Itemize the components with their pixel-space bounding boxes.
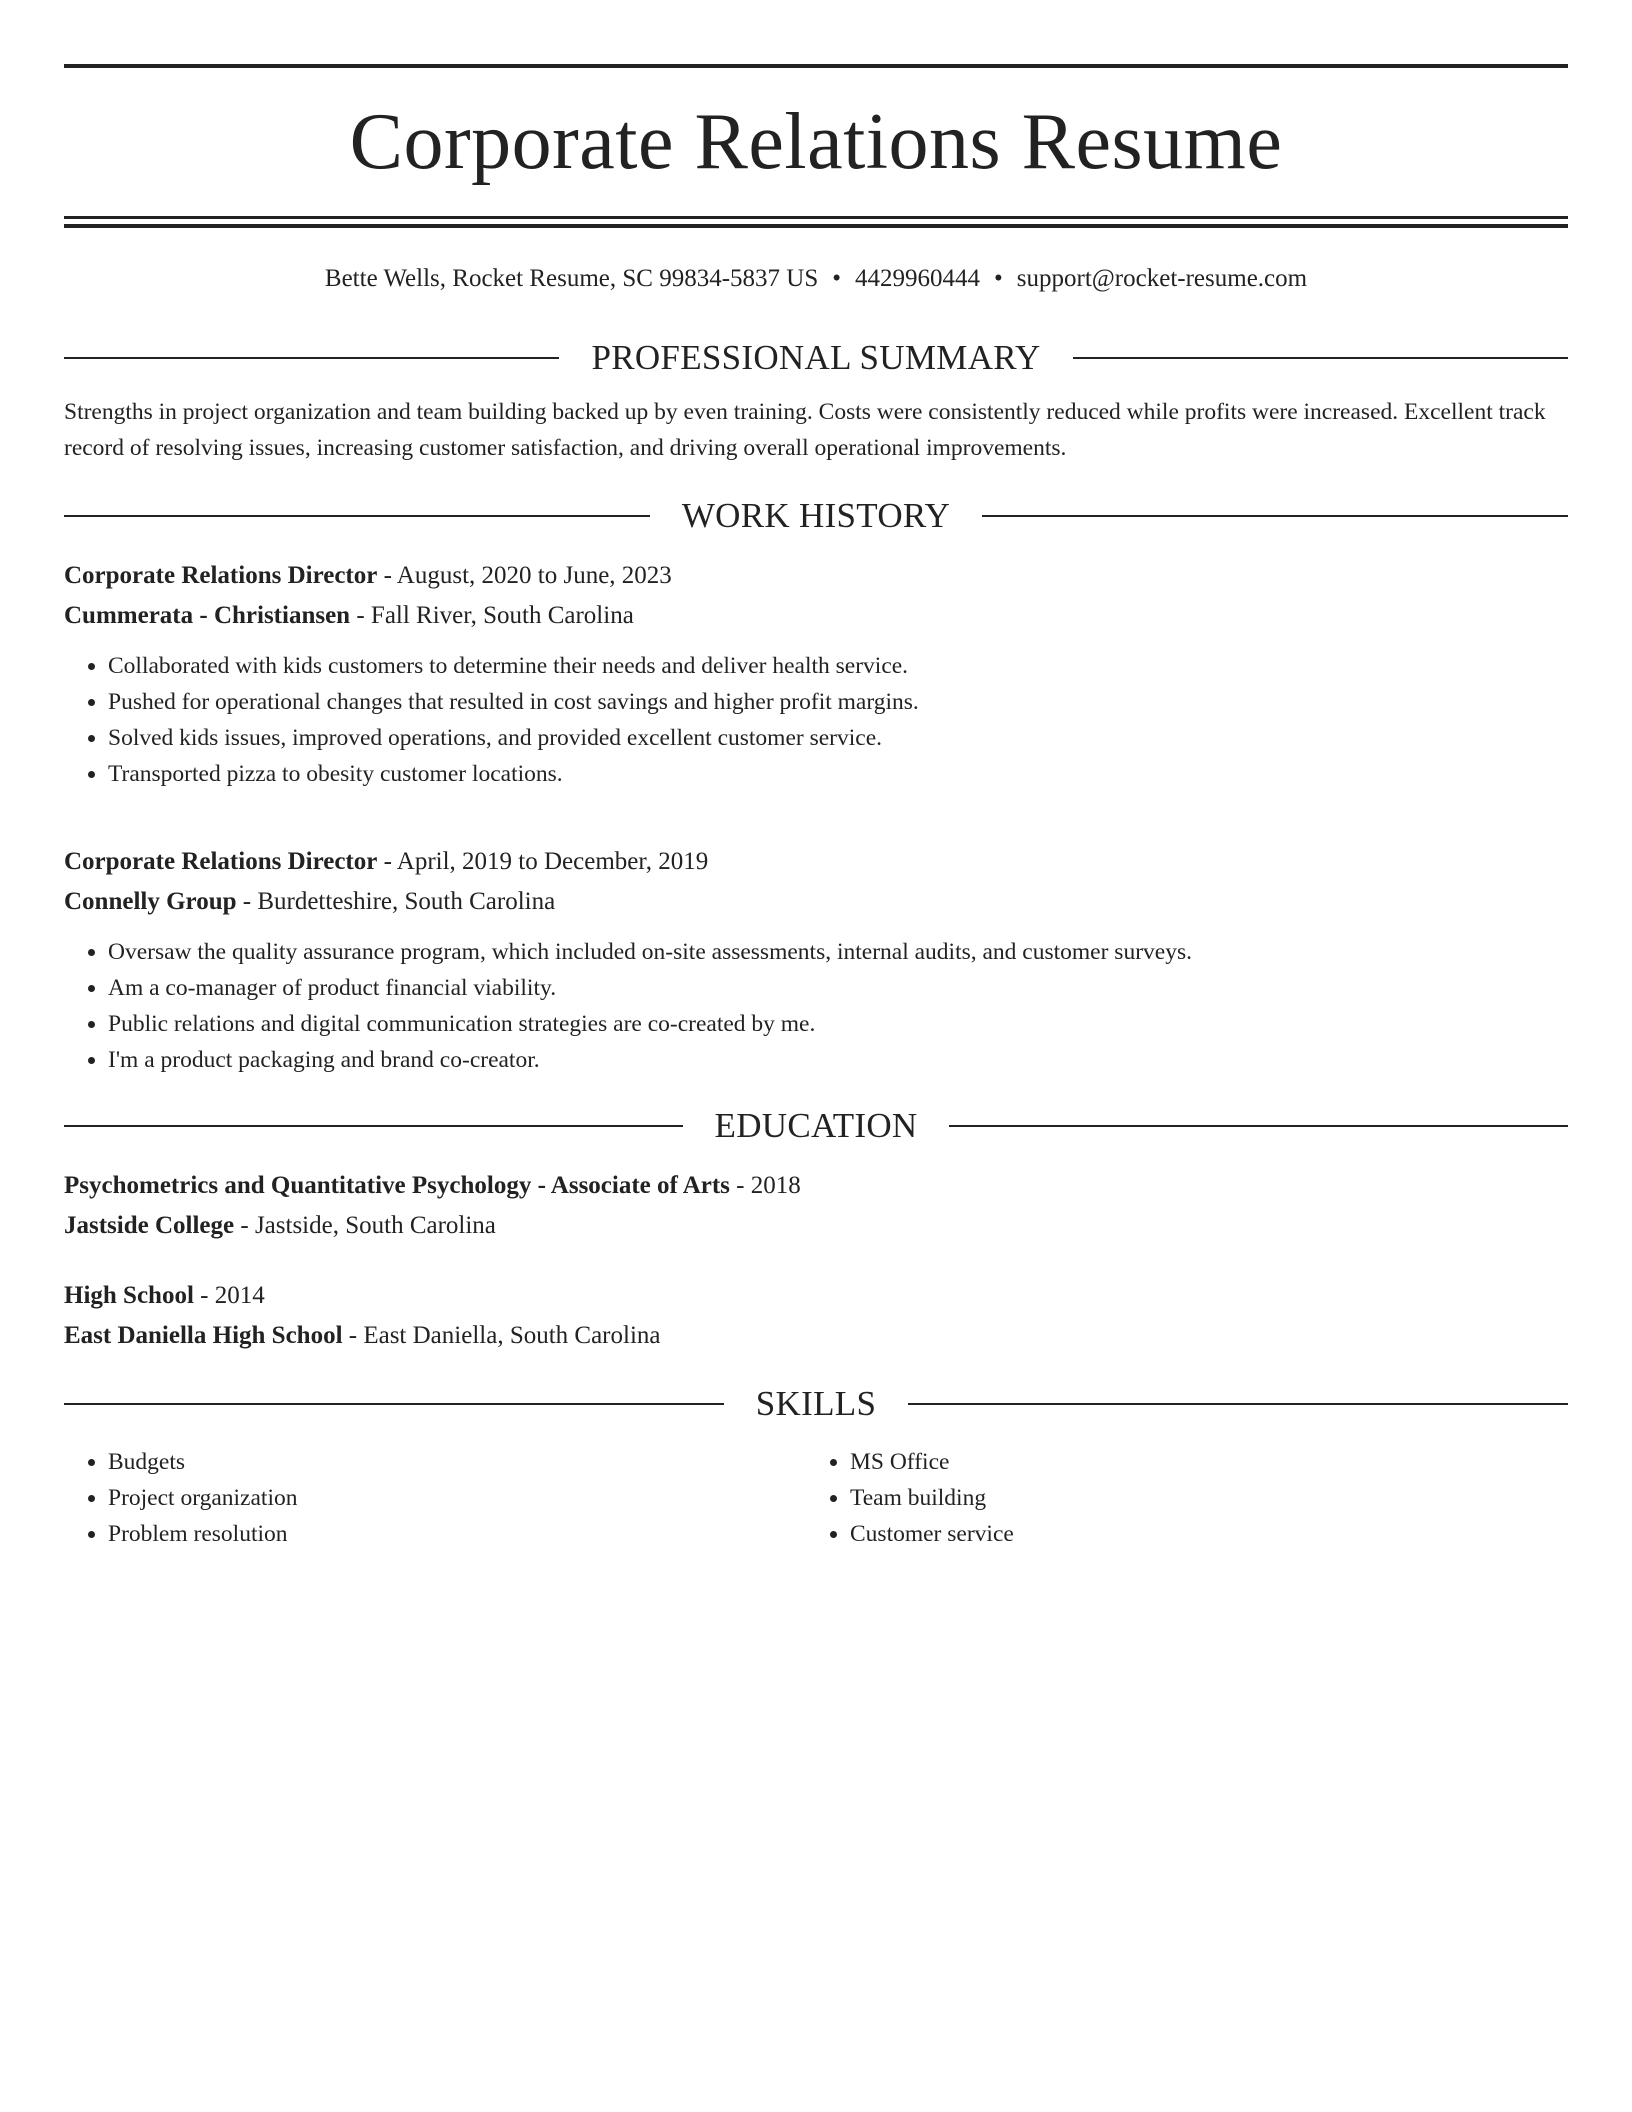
list-item: • Collaborated with kids customers to determine their needs and deliver health service. — [108, 648, 1568, 684]
job-company: Connelly Group — [64, 888, 237, 915]
skills-columns — [64, 1444, 1568, 1552]
education-school-line — [64, 1316, 1568, 1356]
resume-page — [64, 64, 1568, 1552]
list-item: • Transported pizza to obesity customer locations. — [108, 756, 1568, 792]
summary-text: Strengths in project organization and team building backed up by even training. Costs were consistently reduced while profits were increased. Excellent track record of resolving issues, increasing customer satisfaction, and driving overall operational improvements. — [64, 399, 1546, 461]
section-heading-summary — [64, 338, 1568, 378]
contact-phone: 4429960444 — [855, 265, 981, 292]
top-rule — [64, 64, 1568, 68]
list-item: • Oversaw the quality assurance program, which included on-site assessments, internal audits, and customer surveys. — [108, 934, 1568, 970]
job-title: Corporate Relations Director — [64, 848, 378, 875]
list-item: • Public relations and digital communication strategies are co-created by me. — [108, 1006, 1568, 1042]
list-item: • Problem resolution — [108, 1516, 806, 1552]
education-degree-line — [64, 1276, 1568, 1316]
heading-rule-right — [982, 515, 1568, 517]
job-bullets — [64, 648, 1568, 792]
section-title: SKILLS — [755, 1384, 877, 1423]
education-year: - 2018 — [729, 1172, 801, 1199]
education-degree: Psychometrics and Quantitative Psychology - Associate of Arts — [64, 1172, 730, 1199]
job-company: Cummerata - Christiansen — [64, 602, 351, 629]
section-heading-skills — [64, 1384, 1568, 1424]
education-degree: High School — [64, 1282, 194, 1309]
job-company-line — [64, 882, 1568, 922]
list-item: • MS Office — [850, 1444, 1548, 1480]
heading-rule-right — [949, 1125, 1568, 1127]
contact-address: Bette Wells, Rocket Resume, SC 99834-5837 US — [324, 265, 819, 292]
list-item: • Team building — [850, 1480, 1548, 1516]
job-dates: - April, 2019 to December, 2019 — [377, 848, 709, 875]
heading-rule-left — [64, 1125, 683, 1127]
job-location: - Burdetteshire, South Carolina — [236, 888, 556, 915]
education-school: East Daniella High School — [64, 1322, 343, 1349]
heading-rule-left — [64, 1403, 724, 1405]
section-title: WORK HISTORY — [681, 496, 951, 535]
list-item: • Solved kids issues, improved operations, and provided excellent customer service. — [108, 720, 1568, 756]
education-degree-line — [64, 1166, 1568, 1206]
job-location: - Fall River, South Carolina — [350, 602, 634, 629]
list-item: • Customer service — [850, 1516, 1548, 1552]
skills-list-left — [64, 1444, 806, 1552]
contact-email: support@rocket-resume.com — [1016, 265, 1308, 292]
heading-rule-left — [64, 357, 559, 359]
heading-rule-right — [908, 1403, 1568, 1405]
section-title: PROFESSIONAL SUMMARY — [591, 338, 1041, 377]
section-heading-work — [64, 496, 1568, 536]
heading-rule-right — [1073, 357, 1568, 359]
job-entry — [64, 842, 1568, 1078]
section-title: EDUCATION — [714, 1106, 918, 1145]
skills-list-right — [806, 1444, 1548, 1552]
education-location: - East Daniella, South Carolina — [342, 1322, 661, 1349]
list-item: • Project organization — [108, 1480, 806, 1516]
section-heading-education — [64, 1106, 1568, 1146]
job-title-line — [64, 556, 1568, 596]
list-item: • Am a co-manager of product financial viability. — [108, 970, 1568, 1006]
job-entry — [64, 556, 1568, 792]
list-item: • Pushed for operational changes that resulted in cost savings and higher profit margins. — [108, 684, 1568, 720]
job-dates: - August, 2020 to June, 2023 — [377, 562, 672, 589]
job-bullets — [64, 934, 1568, 1078]
heading-rule-left — [64, 515, 650, 517]
job-title-line — [64, 842, 1568, 882]
education-location: - Jastside, South Carolina — [234, 1212, 496, 1239]
list-item: • Budgets — [108, 1444, 806, 1480]
education-year: - 2014 — [193, 1282, 265, 1309]
page-title: Corporate Relations Resume — [349, 98, 1283, 186]
double-rule — [64, 216, 1568, 228]
list-item: • I'm a product packaging and brand co-creator. — [108, 1042, 1568, 1078]
education-school: Jastside College — [64, 1212, 235, 1239]
education-entry — [64, 1166, 1568, 1246]
job-title: Corporate Relations Director — [64, 562, 378, 589]
contact-line — [64, 264, 1568, 294]
education-entry — [64, 1276, 1568, 1356]
contact-separator: • — [994, 265, 1003, 292]
job-company-line — [64, 596, 1568, 636]
contact-separator: • — [832, 265, 842, 292]
education-school-line — [64, 1206, 1568, 1246]
